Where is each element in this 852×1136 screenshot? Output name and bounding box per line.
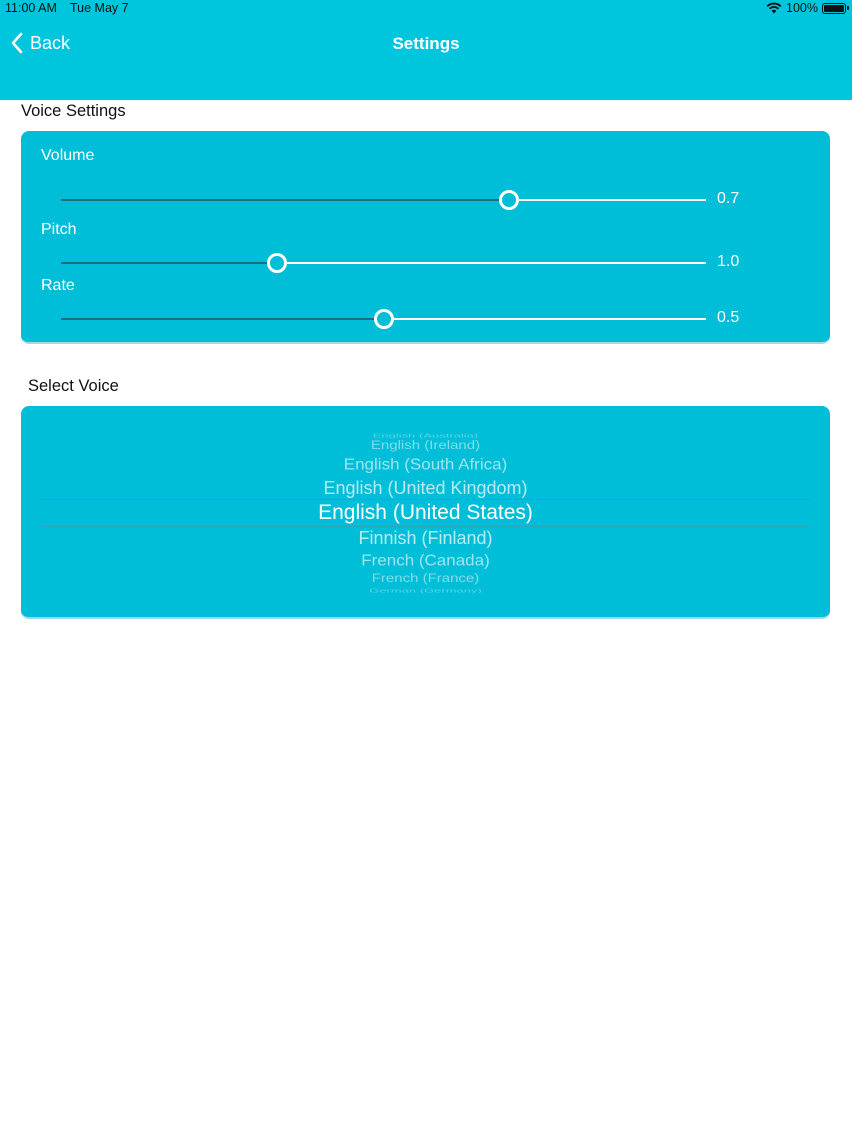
rate-slider-fill <box>61 318 384 320</box>
pitch-slider[interactable] <box>61 262 706 264</box>
rate-value: 0.5 <box>717 309 740 326</box>
rate-slider-thumb[interactable] <box>374 309 394 329</box>
rate-label: Rate <box>41 277 75 294</box>
picker-selection-line-bottom <box>41 526 810 527</box>
picker-option[interactable]: French (Canada) <box>361 551 490 570</box>
voice-settings-heading: Voice Settings <box>21 102 126 120</box>
picker-option[interactable]: English (Ireland) <box>370 438 481 453</box>
picker-option[interactable]: English (South Africa) <box>343 455 508 474</box>
picker-option-selected[interactable]: English (United States) <box>318 501 533 524</box>
picker-option[interactable]: Finnish (Finland) <box>358 528 493 548</box>
volume-value: 0.7 <box>717 190 740 207</box>
rate-slider[interactable] <box>61 318 706 320</box>
volume-slider-thumb[interactable] <box>499 190 519 210</box>
back-label: Back <box>30 32 71 53</box>
battery-icon <box>822 3 846 14</box>
status-right <box>766 1 846 15</box>
picker-option[interactable]: English (Australia) <box>372 432 479 439</box>
voice-picker[interactable] <box>21 406 830 619</box>
status-bar <box>0 0 852 18</box>
voice-settings-card <box>21 131 830 344</box>
pitch-value: 1.0 <box>717 253 740 270</box>
volume-label: Volume <box>41 147 95 164</box>
pitch-slider-row <box>21 219 830 279</box>
status-date: Tue May 7 <box>70 1 129 15</box>
status-time: 11:00 AM <box>5 1 57 15</box>
navigation-bar <box>0 18 852 100</box>
picker-selection-line-top <box>41 499 810 500</box>
select-voice-heading: Select Voice <box>28 377 119 395</box>
pitch-slider-fill <box>61 262 277 264</box>
volume-slider[interactable] <box>61 199 706 201</box>
volume-slider-fill <box>61 199 509 201</box>
pitch-label: Pitch <box>41 221 77 238</box>
page-title: Settings <box>392 34 460 53</box>
picker-option[interactable]: French (France) <box>371 571 480 586</box>
volume-slider-row <box>21 145 830 205</box>
rate-slider-row <box>21 275 830 335</box>
wifi-icon <box>766 2 782 14</box>
picker-option[interactable]: English (United Kingdom) <box>323 478 528 498</box>
battery-percent: 100% <box>786 1 818 15</box>
picker-option[interactable]: German (Germany) <box>369 587 482 594</box>
pitch-slider-thumb[interactable] <box>267 253 287 273</box>
